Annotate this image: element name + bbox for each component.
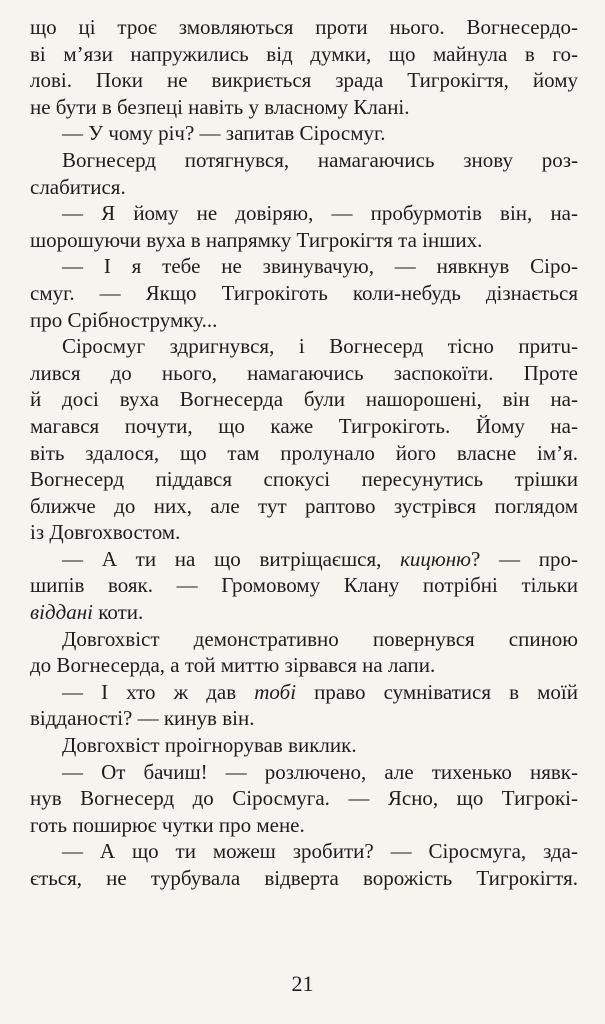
- text-line: ється, не турбувала відверта ворожість Тигрокігтя.: [30, 866, 578, 890]
- text-line: не бути в безпеці навіть у власному Клані.: [30, 94, 410, 119]
- text-fragment: — А ти на що витріщаєшся,: [62, 546, 401, 571]
- text-fragment: право сумніватися в моїй: [296, 679, 578, 704]
- text-line: Вогнесерд піддався спокусі пересунутись трішки: [30, 467, 578, 492]
- text-line: що ці троє змовляються проти нього. Вогнесердо-: [30, 15, 578, 39]
- text-line: смуг. — Якщо Тигрокіготь коли-небудь дізнається: [30, 280, 578, 305]
- text-line: ближче до них, але тут раптово зустрівся поглядом: [30, 493, 578, 518]
- text-line: шорошуючи вуха в напрямку Тигрокігтя та інших.: [30, 227, 483, 252]
- text-line: слабитися.: [30, 174, 126, 199]
- text-line: [30, 546, 578, 573]
- page-text: [30, 14, 578, 892]
- text-line: готь поширює чутки про мене.: [30, 812, 305, 837]
- text-line: із Довгохвостом.: [30, 520, 181, 545]
- text-line: [30, 599, 578, 626]
- text-line: про Срібнострумку...: [30, 307, 218, 332]
- text-line: — От бачиш! — розлючено, але тихенько нявк-: [62, 759, 578, 784]
- text-line: ві м’язи напружились від думки, що майнула в го-: [30, 41, 578, 66]
- text-fragment: кицюню: [400, 546, 471, 571]
- text-line: — І я тебе не звинувачую, — нявкнув Сіро-: [62, 254, 578, 279]
- page-number: 21: [291, 971, 314, 996]
- text-line: Вогнесерд потягнувся, намагаючись знову роз-: [62, 147, 578, 172]
- text-fragment: віддані: [30, 600, 93, 625]
- text-fragment: тобі: [254, 679, 297, 704]
- text-fragment: ? — про-: [470, 546, 578, 571]
- text-line: — А що ти можеш зробити? — Сіросмуга, зда-: [62, 839, 578, 864]
- text-line: Сіросмуг здригнувся, і Вогнесерд тісно притu-: [62, 334, 578, 359]
- text-fragment: — І хто ж дав: [62, 679, 255, 704]
- text-line: — Я йому не довіряю, — пробурмотів він, на-: [62, 201, 578, 226]
- text-line: Довгохвіст демонстративно повернувся спиною: [62, 626, 578, 651]
- text-line: лився до нього, намагаючись заспокоїти. Проте: [30, 360, 578, 385]
- text-line: до Вогнесерда, а той миттю зірвався на лапи.: [30, 653, 436, 678]
- text-fragment: коти.: [92, 600, 144, 625]
- text-line: Довгохвіст проігнорував виклик.: [62, 733, 357, 758]
- text-line: нув Вогнесерд до Сіросмуга. — Ясно, що Тигрокі-: [30, 786, 578, 811]
- text-line: лові. Поки не викриється зрада Тигрокігтя, йому: [30, 68, 578, 93]
- text-line: [30, 679, 578, 706]
- text-line: віть здалося, що там пролунало його власне ім’я.: [30, 440, 578, 465]
- text-line: відданості? — кинув він.: [30, 706, 255, 731]
- text-line: й досі вуха Вогнесерда були нашорошені, він на-: [30, 387, 578, 412]
- text-line: магався почути, що каже Тигрокіготь. Йому на-: [30, 413, 578, 438]
- text-line: — У чому річ? — запитав Сіросмуг.: [62, 121, 386, 146]
- text-line: шипів вояк. — Громовому Клану потрібні тільки: [30, 573, 578, 598]
